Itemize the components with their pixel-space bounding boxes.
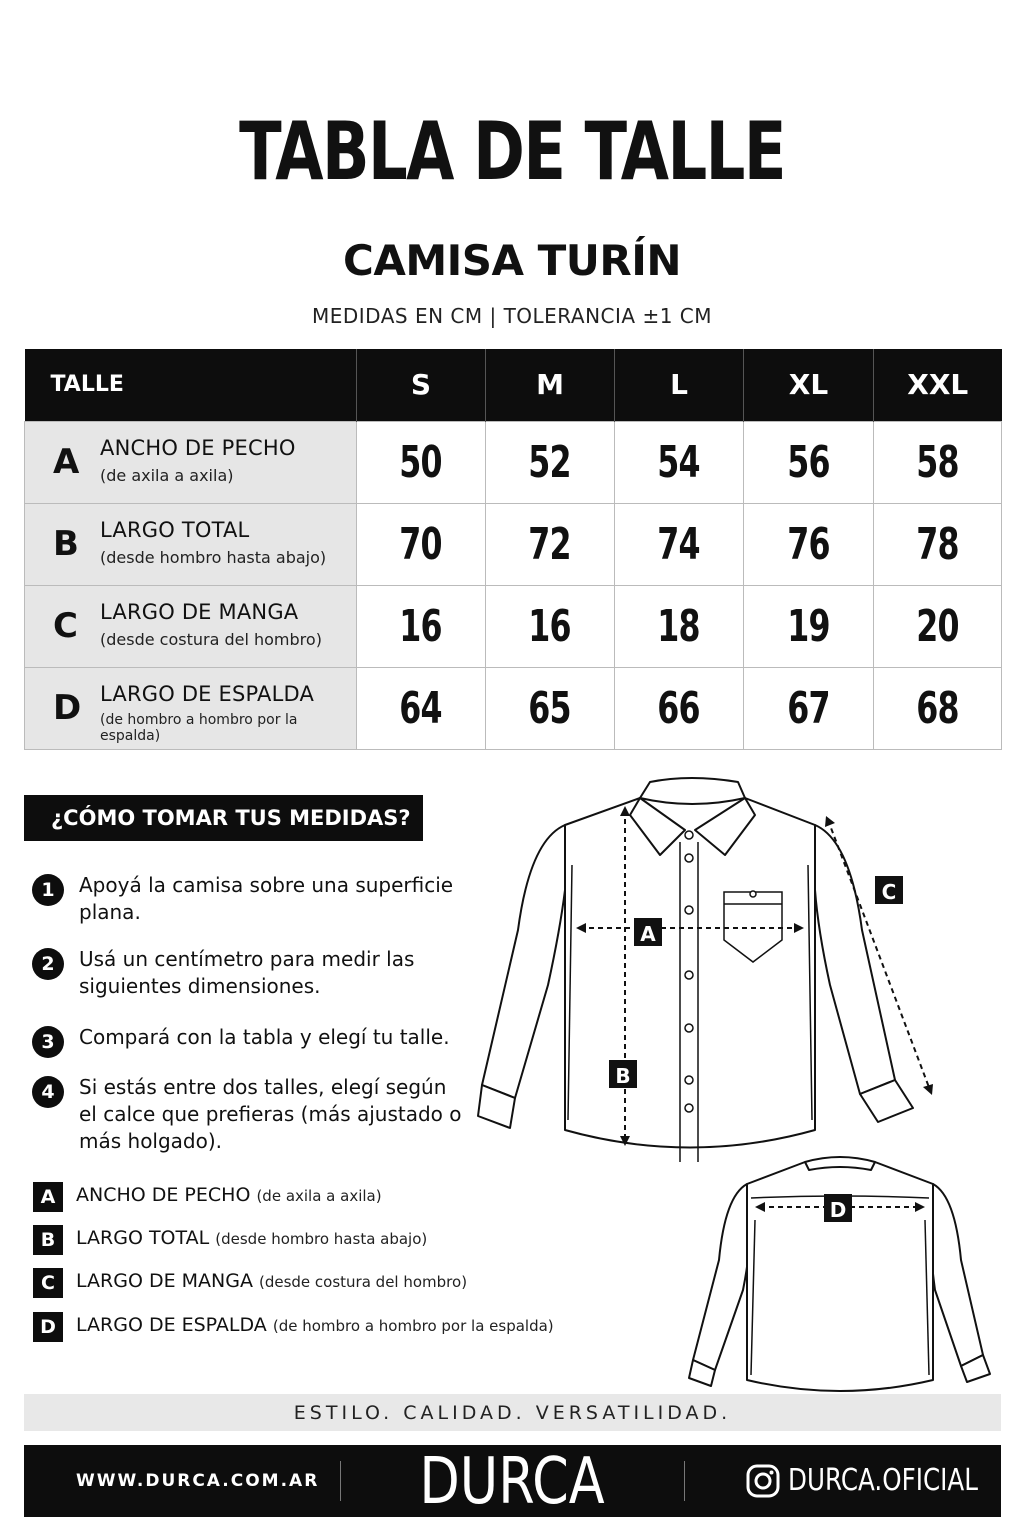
row-name: ANCHO DE PECHO <box>100 435 296 460</box>
row-name: LARGO DE ESPALDA <box>100 681 315 706</box>
value-cell <box>744 585 874 667</box>
value-cell <box>357 667 486 749</box>
measure-value: 20 <box>916 600 959 652</box>
legend-name: ANCHO DE PECHO <box>76 1184 251 1206</box>
measure-value: 70 <box>399 518 443 570</box>
value-cell <box>874 503 1002 585</box>
legend-description: (de hombro a hombro por la espalda) <box>272 1317 554 1335</box>
legend-name: LARGO TOTAL <box>76 1227 210 1249</box>
measure-value: 68 <box>916 682 959 734</box>
legend-name: LARGO DE ESPALDA <box>76 1314 267 1336</box>
value-cell <box>357 585 486 667</box>
diagram-label-b: B <box>615 1064 631 1088</box>
legend-letter: D <box>33 1312 63 1342</box>
row-letter: A <box>53 442 80 482</box>
legend-description: (de axila a axila) <box>256 1187 382 1205</box>
measure-value: 19 <box>787 600 830 652</box>
table-row <box>25 421 1002 503</box>
row-letter: B <box>53 524 79 564</box>
step-text: Apoyá la camisa sobre una superficie plana. <box>79 873 454 924</box>
value-cell <box>874 585 1002 667</box>
shirt-back-diagram <box>685 1150 995 1395</box>
measure-value: 74 <box>657 518 701 570</box>
value-cell <box>874 667 1002 749</box>
row-letter: C <box>53 606 78 646</box>
step-text: Usá un centímetro para medir las siguientes dimensiones. <box>79 947 415 998</box>
row-name: LARGO DE MANGA <box>100 599 299 624</box>
measure-value: 16 <box>528 600 572 652</box>
brand-logo: DURCA <box>419 1445 605 1519</box>
diagram-label-c: C <box>881 880 897 904</box>
measure-value: 67 <box>787 682 830 734</box>
value-cell <box>615 667 744 749</box>
value-cell <box>486 503 615 585</box>
instagram-icon[interactable] <box>746 1464 780 1498</box>
value-cell <box>744 421 874 503</box>
diagram-label-a: A <box>640 922 656 946</box>
value-cell <box>357 503 486 585</box>
measure-value: 65 <box>528 682 572 734</box>
value-cell <box>486 421 615 503</box>
row-letter: D <box>53 688 82 728</box>
table-row <box>25 503 1002 585</box>
header-size: L <box>615 349 744 421</box>
measure-value: 78 <box>916 518 959 570</box>
header-size: XXL <box>874 349 1002 421</box>
row-label <box>25 421 357 503</box>
measure-value: 54 <box>657 436 701 488</box>
row-label <box>25 503 357 585</box>
value-cell <box>615 585 744 667</box>
footer <box>24 1445 1001 1517</box>
units-note: MEDIDAS EN CM | TOLERANCIA ±1 CM <box>311 304 713 328</box>
measure-value: 76 <box>787 518 830 570</box>
step-number: 2 <box>32 948 64 980</box>
value-cell <box>486 667 615 749</box>
legend-description: (desde hombro hasta abajo) <box>215 1230 428 1248</box>
row-label <box>25 585 357 667</box>
row-description: (desde costura del hombro) <box>100 629 322 649</box>
value-cell <box>744 503 874 585</box>
row-description: (desde hombro hasta abajo) <box>100 547 327 567</box>
header-size: S <box>357 349 486 421</box>
step-text: Si estás entre dos talles, elegí según el calce que prefieras (más ajustado o más holgado). <box>79 1075 462 1153</box>
size-table-header <box>25 349 1002 421</box>
measure-value: 66 <box>657 682 701 734</box>
legend-letter: A <box>33 1182 63 1212</box>
step-number: 3 <box>32 1026 64 1058</box>
diagram-label-d: D <box>829 1198 847 1222</box>
measure-value: 52 <box>528 436 572 488</box>
measure-value: 56 <box>787 436 830 488</box>
page-title: TABLA DE TALLE <box>239 105 785 198</box>
divider <box>340 1461 341 1501</box>
product-name: CAMISA TURÍN <box>343 236 681 285</box>
step-number: 4 <box>32 1076 64 1108</box>
value-cell <box>615 503 744 585</box>
size-table <box>24 349 1002 750</box>
tagline: ESTILO. CALIDAD. VERSATILIDAD. <box>24 1394 1001 1431</box>
legend-letter: B <box>33 1225 63 1255</box>
row-description: (de axila a axila) <box>100 465 234 485</box>
step-text: Compará con la tabla y elegí tu talle. <box>79 1025 450 1049</box>
row-name: LARGO TOTAL <box>100 517 250 542</box>
table-row <box>25 667 1002 749</box>
shirt-front-diagram <box>470 770 940 1170</box>
value-cell <box>357 421 486 503</box>
howto-title: ¿CÓMO TOMAR TUS MEDIDAS? <box>24 795 423 841</box>
legend-name: LARGO DE MANGA <box>76 1270 253 1292</box>
header-talle: TALLE <box>25 349 357 421</box>
value-cell <box>486 585 615 667</box>
measure-value: 18 <box>657 600 701 652</box>
measure-value: 72 <box>528 518 572 570</box>
value-cell <box>615 421 744 503</box>
measure-value: 58 <box>916 436 959 488</box>
measure-value: 16 <box>399 600 443 652</box>
value-cell <box>744 667 874 749</box>
header-size: M <box>486 349 615 421</box>
website-link[interactable]: WWW.DURCA.COM.AR <box>76 1471 320 1491</box>
value-cell <box>874 421 1002 503</box>
row-description: (de hombro a hombro por la espalda) <box>100 711 298 744</box>
header-size: XL <box>744 349 874 421</box>
row-label <box>25 667 357 749</box>
measure-value: 64 <box>399 682 443 734</box>
table-row <box>25 585 1002 667</box>
legend-description: (desde costura del hombro) <box>258 1273 468 1291</box>
measure-value: 50 <box>399 436 443 488</box>
legend-letter: C <box>33 1268 63 1298</box>
divider <box>684 1461 685 1501</box>
step-number: 1 <box>32 874 64 906</box>
instagram-handle[interactable]: DURCA.OFICIAL <box>788 1463 978 1498</box>
